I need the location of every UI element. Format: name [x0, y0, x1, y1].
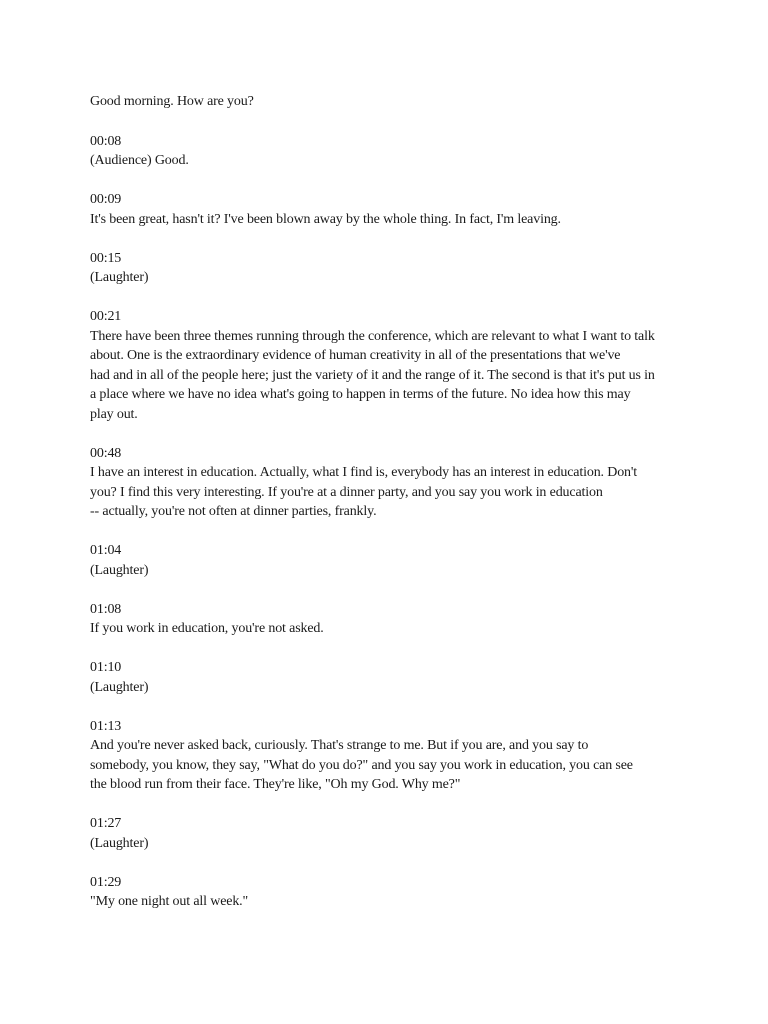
- timestamp: 00:08: [90, 133, 122, 149]
- transcript-text-line: If you work in education, you're not asked.: [90, 621, 324, 636]
- transcript-text-line: It's been great, hasn't it? I've been blown away by the whole thing. In fact, I'm leaving.: [90, 211, 561, 227]
- transcript-entry: [90, 444, 730, 522]
- transcript-entry: [90, 190, 730, 229]
- timestamp: 00:21: [90, 309, 122, 324]
- transcript-text-line: somebody, you know, they say, "What do you do?" and you say you work in education, you can see: [90, 757, 633, 773]
- transcript-text-line: "My one night out all week.": [90, 894, 249, 909]
- transcript-text-line: -- actually, you're not often at dinner parties, frankly.: [90, 504, 377, 519]
- timestamp: 01:10: [90, 660, 122, 675]
- transcript-text-line: the blood run from their face. They're like, "Oh my God. Why me?": [90, 777, 461, 792]
- transcript-entry: [90, 249, 730, 288]
- transcript-text-line: you? I find this very interesting. If you're at a dinner party, and you say you work in education: [90, 484, 603, 500]
- transcript-entry: [90, 600, 730, 639]
- timestamp: 01:29: [90, 874, 122, 890]
- timestamp: 00:15: [90, 250, 122, 266]
- timestamp: 01:13: [90, 718, 122, 734]
- timestamp: 01:04: [90, 543, 122, 558]
- timestamp: 01:27: [90, 816, 122, 831]
- transcript-text-line: I have an interest in education. Actually, what I find is, everybody has an interest in education. Don't: [90, 465, 638, 480]
- transcript-text-line: (Laughter): [90, 679, 149, 695]
- transcript: [90, 92, 730, 931]
- transcript-entry: [90, 541, 730, 580]
- timestamp: 00:09: [90, 192, 122, 207]
- transcript-entry: [90, 307, 730, 424]
- transcript-text-line: about. One is the extraordinary evidence of human creativity in all of the presentations that we've: [90, 348, 621, 363]
- transcript-text-line: (Laughter): [90, 835, 149, 851]
- transcript-entry: [90, 132, 730, 171]
- transcript-text-line: a place where we have no idea what's going to happen in terms of the future. No idea how this may: [90, 387, 631, 402]
- transcript-text-line: There have been three themes running through the conference, which are relevant to what I want to talk: [90, 328, 655, 344]
- transcript-text-line: had and in all of the people here; just the variety of it and the range of it. The second is that it's put us in: [90, 367, 655, 383]
- transcript-text-line: (Laughter): [90, 270, 149, 285]
- transcript-entry: [90, 814, 730, 853]
- transcript-entry: [90, 658, 730, 697]
- transcript-text-line: And you're never asked back, curiously. That's strange to me. But if you are, and you say to: [90, 738, 589, 753]
- transcript-text-line: (Laughter): [90, 562, 149, 578]
- transcript-entries: [90, 132, 730, 912]
- transcript-entry: [90, 873, 730, 912]
- transcript-text-line: (Audience) Good.: [90, 153, 189, 168]
- timestamp: 00:48: [90, 445, 122, 461]
- transcript-intro: Good morning. How are you?: [90, 94, 254, 109]
- timestamp: 01:08: [90, 601, 122, 617]
- transcript-text-line: play out.: [90, 406, 138, 422]
- transcript-entry: [90, 717, 730, 795]
